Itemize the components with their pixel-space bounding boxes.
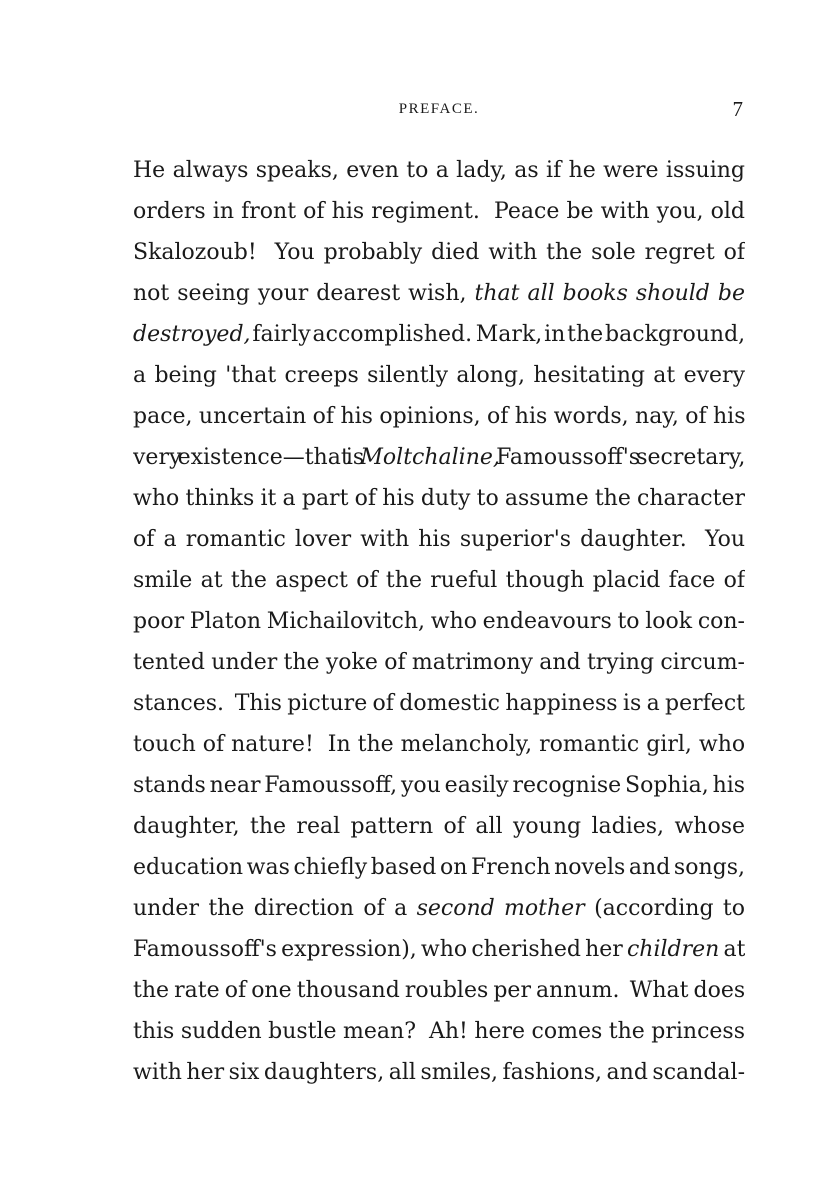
text-segment: stances. This picture of domestic happiness is a perfect: [133, 691, 745, 716]
text-line: [133, 724, 745, 765]
text-segment: Skalozoub! You probably died with the sole regret of: [133, 240, 745, 265]
text-segment: He always speaks, even to a lady, as if he were issuing: [133, 158, 745, 183]
text-line: [133, 970, 745, 1011]
text-segment: smile at the aspect of the rueful though placid face of: [133, 568, 745, 593]
text-line: [133, 355, 745, 396]
text-segment: this sudden bustle mean? Ah! here comes the princess: [133, 1019, 745, 1044]
text-segment: daughter, the real pattern of all young ladies, whose: [133, 814, 745, 839]
text-line: [133, 478, 745, 519]
italic-text: Moltchaline,: [360, 445, 500, 470]
text-line: [133, 888, 745, 929]
text-line: [133, 642, 745, 683]
text-segment: education was chiefly based on French novels and songs,: [133, 855, 745, 880]
text-line: [133, 929, 745, 970]
italic-text: destroyed,: [133, 322, 251, 347]
text-line: [133, 847, 745, 888]
text-segment: tented under the yoke of matrimony and trying circum-: [133, 650, 745, 675]
text-segment: poor Platon Michailovitch, who endeavours to look con-: [133, 609, 745, 634]
text-segment: stands near Famoussoff, you easily recognise Sophia, his: [133, 773, 745, 798]
text-line: [133, 437, 745, 478]
text-segment: of a romantic lover with his superior's daughter. You: [133, 527, 745, 552]
text-segment: orders in front of his regiment. Peace be with you, old: [133, 199, 745, 224]
page-number: 7: [732, 97, 743, 121]
text-segment: very existence—that is: [133, 445, 361, 470]
body-text: [133, 150, 745, 1093]
text-segment: touch of nature! In the melancholy, romantic girl, who: [133, 732, 745, 757]
text-segment: a being 'that creeps silently along, hesitating at every: [133, 363, 745, 388]
text-line: [133, 314, 745, 355]
text-line: [133, 150, 745, 191]
text-line: [133, 601, 745, 642]
text-line: [133, 519, 745, 560]
text-segment: who thinks it a part of his duty to assume the character: [133, 486, 745, 511]
text-line: [133, 273, 745, 314]
running-title: PREFACE.: [398, 101, 480, 117]
text-line: [133, 560, 745, 601]
text-line: [133, 191, 745, 232]
text-segment: Famoussoff's secretary,: [499, 445, 745, 470]
italic-text: children: [626, 937, 720, 962]
italic-text: that all books should be: [474, 281, 745, 306]
text-segment: fairly accomplished. Mark, in the background,: [250, 322, 745, 347]
text-line: [133, 396, 745, 437]
italic-text: second mother: [416, 896, 585, 921]
text-segment: Famoussoff's expression), who cherished her: [133, 937, 627, 962]
text-segment: under the direction of a: [133, 896, 417, 921]
text-line: [133, 232, 745, 273]
text-segment: pace, uncertain of his opinions, of his words, nay, of his: [133, 404, 745, 429]
text-segment: (according to: [584, 896, 745, 921]
text-line: [133, 806, 745, 847]
running-head: [133, 94, 745, 124]
text-segment: not seeing your dearest wish,: [133, 281, 475, 306]
text-line: [133, 683, 745, 724]
text-segment: with her six daughters, all smiles, fashions, and scandal-: [133, 1060, 745, 1085]
text-line: [133, 1052, 745, 1093]
text-line: [133, 765, 745, 806]
text-segment: the rate of one thousand roubles per annum. What does: [133, 978, 745, 1003]
text-segment: at: [719, 937, 745, 962]
text-line: [133, 1011, 745, 1052]
